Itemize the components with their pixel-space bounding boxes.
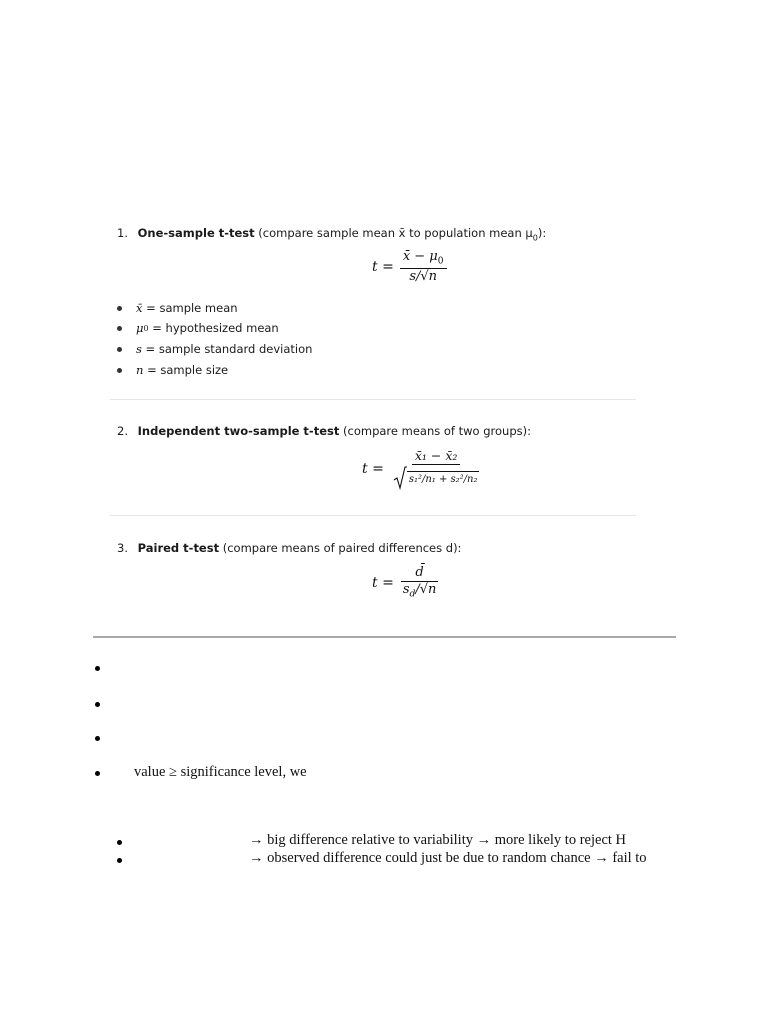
one-sample-formula-denominator: s/√n <box>409 268 438 284</box>
bullet-dot <box>117 858 122 863</box>
bullet-dot <box>95 736 100 741</box>
variable-symbol: s <box>136 342 142 356</box>
one-sample-formula-numerator-sub: 0 <box>437 256 444 267</box>
variable-description: = sample size <box>143 363 229 377</box>
bullet-dot <box>95 666 100 671</box>
two-sample-formula-lhs: t = <box>362 461 384 478</box>
section-1-description-end: ): <box>537 226 547 240</box>
bullet-dot <box>117 840 122 845</box>
variable-description: = hypothesized mean <box>148 321 279 335</box>
section-3-description: (compare means of paired differences d): <box>219 541 462 555</box>
section-1-description-sub: 0 <box>532 233 538 243</box>
section-3-title: Paired t-test <box>137 541 220 555</box>
paired-formula-denominator-sub: d <box>409 589 416 600</box>
bullet-dot <box>117 347 122 352</box>
section-1-title: One-sample t-test <box>137 226 255 240</box>
variable-symbol: n <box>136 363 144 377</box>
list-item <box>117 363 228 377</box>
paired-formula-numerator: d̄ <box>401 566 437 582</box>
variable-symbol: x̄ <box>136 301 143 315</box>
paired-formula <box>372 566 439 600</box>
bullet-dot <box>117 306 122 311</box>
variable-symbol-sub: 0 <box>143 323 149 333</box>
two-sample-formula-denominator: s₁²/n₁ + s₂²/n₂ <box>407 471 480 485</box>
section-3-heading <box>117 541 461 555</box>
square-root-icon <box>393 466 407 490</box>
section-2-title: Independent two-sample t-test <box>137 424 340 438</box>
two-sample-formula <box>362 449 482 490</box>
list-item-text: → big difference relative to variability → more likely to reject H <box>249 832 626 848</box>
list-item-text: → observed difference could just be due to random chance → fail to <box>249 850 647 866</box>
variable-symbol: μ <box>136 321 144 335</box>
bullet-dot <box>95 702 100 707</box>
paired-formula-lhs: t = <box>372 574 394 591</box>
variable-description: = sample mean <box>142 301 238 315</box>
divider <box>110 515 636 516</box>
section-3-number: 3. <box>117 541 128 555</box>
section-1-number: 1. <box>117 226 128 240</box>
two-sample-formula-numerator: x̄₁ − x̄₂ <box>412 449 461 465</box>
one-sample-formula-lhs: t = <box>372 258 394 275</box>
list-item <box>117 321 279 335</box>
paired-formula-denominator-tail: /√n <box>415 582 437 598</box>
list-item <box>117 301 238 315</box>
variable-description: = sample standard deviation <box>141 342 313 356</box>
section-2-heading <box>117 424 531 438</box>
bullet-dot <box>117 368 122 373</box>
section-1-heading <box>117 226 546 242</box>
list-item-text: value ≥ significance level, we <box>134 764 307 780</box>
bullet-dot <box>117 326 122 331</box>
section-separator <box>93 636 676 638</box>
list-item <box>117 342 312 356</box>
section-2-number: 2. <box>117 424 128 438</box>
paired-formula-denominator-base: s <box>402 582 410 598</box>
section-2-description: (compare means of two groups): <box>339 424 531 438</box>
section-1-description: (compare sample mean x̄ to population mean μ <box>254 226 533 240</box>
one-sample-formula-numerator: x̄ − μ <box>402 249 438 264</box>
one-sample-formula <box>372 250 447 284</box>
bullet-dot <box>95 771 100 776</box>
divider <box>110 399 636 400</box>
